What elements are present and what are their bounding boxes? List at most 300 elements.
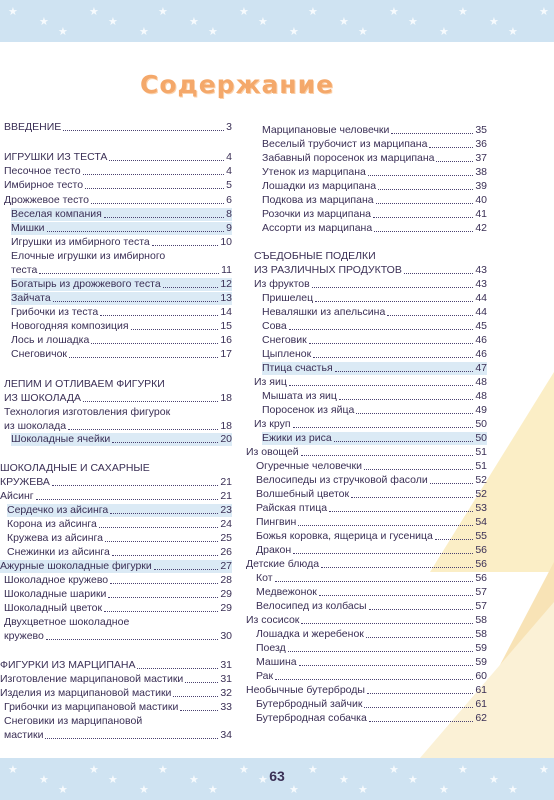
toc-entry[interactable]: [11, 306, 232, 319]
toc-entry[interactable]: [256, 502, 487, 515]
toc-entry-page: 35: [475, 124, 487, 136]
star-icon: ★: [108, 15, 118, 28]
toc-entry-page: 44: [475, 306, 487, 318]
toc-entry[interactable]: [262, 222, 487, 235]
dot-leader: [335, 371, 474, 372]
dot-leader: [69, 357, 218, 358]
toc-entry-title: Песочное тесто: [4, 165, 81, 177]
toc-entry-page: 26: [220, 546, 232, 558]
toc-entry-page: 12: [220, 278, 232, 290]
toc-entry[interactable]: [246, 558, 487, 571]
toc-entry[interactable]: [254, 278, 487, 291]
toc-entry-title: Ажурные шоколадные фигурки: [0, 560, 152, 572]
toc-entry-title: Снеговичок: [11, 348, 68, 360]
toc-entry-page: 57: [475, 600, 487, 612]
toc-entry[interactable]: [11, 348, 232, 361]
star-icon: ★: [239, 763, 249, 776]
toc-entry[interactable]: [11, 433, 232, 446]
toc-entry[interactable]: [4, 179, 232, 192]
toc-entry-page: 46: [475, 348, 487, 360]
star-icon: ★: [539, 5, 549, 18]
toc-entry[interactable]: [254, 418, 487, 431]
dot-leader: [334, 441, 474, 442]
star-icon: ★: [439, 25, 449, 38]
toc-entry-title: Шоколадные ячейки: [11, 433, 111, 445]
toc-entry-title: Кружева из айсинга: [7, 532, 103, 544]
toc-entry[interactable]: [4, 602, 232, 615]
dot-leader: [100, 315, 218, 316]
dot-leader: [105, 541, 218, 542]
dot-leader: [163, 287, 219, 288]
toc-entry-title: Божья коровка, ящерица и гусеница: [256, 530, 433, 542]
toc-entry-title: Кот: [256, 572, 273, 584]
toc-entry-page: 43: [475, 264, 487, 276]
toc-entry-title: Игрушки из имбирного теста: [11, 236, 150, 248]
toc-entry-title: ШОКОЛАДНЫЕ И САХАРНЫЕ: [0, 462, 150, 474]
toc-entry-page: 8: [226, 208, 232, 220]
toc-entry[interactable]: [246, 614, 487, 627]
toc-entry-page: 6: [226, 194, 232, 206]
toc-entry[interactable]: [254, 264, 487, 277]
toc-page: [0, 42, 554, 758]
toc-entry-page: 16: [220, 334, 232, 346]
toc-entry-page: 42: [475, 222, 487, 234]
toc-entry-title: Огуречные человечки: [256, 460, 362, 472]
dot-leader: [110, 583, 218, 584]
dot-leader: [112, 555, 218, 556]
dot-leader: [289, 329, 474, 330]
dot-leader: [313, 357, 473, 358]
toc-entry[interactable]: [256, 488, 487, 501]
toc-entry-title: Веселый трубочист из марципана: [262, 138, 428, 150]
toc-entry[interactable]: [256, 530, 487, 543]
dot-leader: [99, 527, 218, 528]
dot-leader: [309, 343, 474, 344]
toc-entry-title: Забавный поросенок из марципана: [262, 152, 435, 164]
dot-leader: [298, 525, 473, 526]
toc-entry-title: Бутербродная собачка: [256, 712, 367, 724]
toc-entry-page: 28: [220, 574, 232, 586]
toc-entry[interactable]: [0, 659, 232, 672]
star-icon: ★: [258, 773, 268, 786]
toc-entry[interactable]: [262, 292, 487, 305]
toc-entry[interactable]: [7, 518, 232, 531]
toc-entry-page: 61: [475, 684, 487, 696]
dot-leader: [430, 483, 474, 484]
toc-entry[interactable]: [262, 124, 487, 137]
toc-entry[interactable]: [262, 208, 487, 221]
toc-entry-title: Технология изготовления фигурок: [4, 406, 171, 418]
toc-entry-page: 51: [475, 446, 487, 458]
toc-entry[interactable]: [11, 320, 232, 333]
star-icon: ★: [408, 15, 418, 28]
toc-entry-title: КРУЖЕВА: [0, 476, 50, 488]
star-icon: ★: [89, 763, 99, 776]
star-icon: ★: [339, 773, 349, 786]
dot-leader: [46, 639, 218, 640]
toc-entry-page: 46: [475, 334, 487, 346]
toc-entry-page: 14: [220, 306, 232, 318]
dot-leader: [364, 707, 473, 708]
star-icon: ★: [58, 783, 68, 796]
toc-entry-title: Бутербродный зайчик: [256, 698, 363, 710]
toc-entry-title: Лошадки из марципана: [262, 180, 377, 192]
toc-entry[interactable]: [256, 516, 487, 529]
star-icon: ★: [39, 15, 49, 28]
toc-entry[interactable]: [11, 278, 232, 291]
dot-leader: [351, 497, 473, 498]
toc-entry-page: 32: [220, 687, 232, 699]
toc-entry-page: 55: [475, 530, 487, 542]
toc-entry-title: Марципановые человечки: [262, 124, 390, 136]
toc-entry-title: Райская птица: [256, 502, 328, 514]
toc-entry[interactable]: [4, 701, 232, 714]
dot-leader: [110, 513, 218, 514]
toc-entry[interactable]: [256, 572, 487, 585]
toc-entry-page: 38: [475, 166, 487, 178]
toc-entry-page: 29: [220, 602, 232, 614]
star-icon: ★: [308, 763, 318, 776]
toc-entry[interactable]: [11, 208, 232, 221]
toc-entry[interactable]: [256, 628, 487, 641]
dot-leader: [180, 710, 218, 711]
dot-leader: [367, 693, 473, 694]
toc-entry-title: Елочные игрушки из имбирного: [11, 250, 166, 262]
toc-entry-title: Необычные бутерброды: [246, 684, 365, 696]
star-icon: ★: [189, 15, 199, 28]
toc-entry-title: Грибочки из марципановой мастики: [4, 701, 179, 713]
star-icon: ★: [508, 783, 518, 796]
toc-entry-title: Дрожжевое тесто: [4, 194, 89, 206]
toc-entry-page: 5: [226, 179, 232, 191]
dot-leader: [374, 231, 473, 232]
star-icon: ★: [389, 763, 399, 776]
toc-entry-page: 4: [226, 165, 232, 177]
dot-leader: [376, 203, 474, 204]
toc-entry-page: 59: [475, 642, 487, 654]
toc-entry-page: 41: [475, 208, 487, 220]
toc-entry[interactable]: [7, 546, 232, 559]
page-number: 63: [269, 768, 285, 784]
toc-entry-page: 34: [220, 729, 232, 741]
dot-leader: [435, 539, 473, 540]
toc-entry[interactable]: [256, 656, 487, 669]
star-icon: ★: [258, 15, 268, 28]
toc-entry-page: 18: [220, 392, 232, 404]
dot-leader: [91, 203, 224, 204]
dot-leader: [391, 133, 473, 134]
toc-entry[interactable]: [11, 250, 232, 263]
dot-leader: [108, 597, 218, 598]
dot-leader: [52, 485, 218, 486]
star-icon: ★: [508, 25, 518, 38]
dot-leader: [339, 399, 473, 400]
dot-leader: [185, 682, 218, 683]
toc-entry-title: Поезд: [256, 642, 286, 654]
toc-entry-title: Корона из айсинга: [7, 518, 97, 530]
star-icon: ★: [208, 25, 218, 38]
toc-entry[interactable]: [4, 121, 232, 134]
toc-entry-page: 11: [221, 264, 232, 276]
dot-leader: [329, 511, 473, 512]
toc-entry[interactable]: [4, 616, 232, 629]
toc-entry-title: Сердечко из айсинга: [7, 504, 109, 516]
toc-entry-title: Лось и лошадка: [11, 334, 90, 346]
toc-entry[interactable]: [4, 420, 232, 433]
toc-entry[interactable]: [262, 194, 487, 207]
star-icon: ★: [358, 25, 368, 38]
toc-entry-page: 23: [220, 504, 232, 516]
toc-entry[interactable]: [0, 462, 232, 475]
toc-entry[interactable]: [256, 712, 487, 725]
toc-entry[interactable]: [256, 460, 487, 473]
dot-leader: [131, 329, 219, 330]
toc-entry[interactable]: [262, 362, 487, 375]
toc-entry[interactable]: [4, 151, 232, 164]
dot-leader: [369, 721, 473, 722]
star-icon: ★: [408, 773, 418, 786]
toc-entry[interactable]: [262, 138, 487, 151]
toc-entry[interactable]: [4, 165, 232, 178]
toc-entry-title: ВВЕДЕНИЕ: [4, 121, 62, 133]
dot-leader: [39, 273, 219, 274]
dot-leader: [275, 679, 473, 680]
dot-leader: [429, 147, 473, 148]
toc-entry-page: 29: [220, 588, 232, 600]
toc-entry[interactable]: [4, 406, 232, 419]
toc-entry[interactable]: [262, 348, 487, 361]
toc-entry-title: Мышата из яиц: [262, 390, 337, 402]
toc-entry-title: Двухцветное шоколадное: [4, 616, 130, 628]
dot-leader: [373, 217, 473, 218]
dot-leader: [63, 130, 224, 131]
toc-entry-title: Снеговик: [262, 334, 307, 346]
toc-entry[interactable]: [4, 194, 232, 207]
toc-entry[interactable]: [262, 404, 487, 417]
toc-entry[interactable]: [262, 320, 487, 333]
toc-entry-title: Шоколадное кружево: [4, 574, 109, 586]
toc-entry[interactable]: [262, 306, 487, 319]
toc-entry[interactable]: [11, 334, 232, 347]
star-icon: ★: [8, 5, 18, 18]
toc-entry-page: 47: [475, 362, 487, 374]
toc-entry-title: теста: [11, 264, 38, 276]
dot-leader: [321, 567, 473, 568]
star-icon: ★: [539, 763, 549, 776]
toc-entry-page: 36: [475, 138, 487, 150]
star-icon: ★: [489, 773, 499, 786]
toc-entry[interactable]: [0, 490, 232, 503]
dot-leader: [104, 217, 224, 218]
toc-entry[interactable]: [262, 390, 487, 403]
toc-entry-title: Птица счастья: [262, 362, 333, 374]
toc-entry-page: 4: [226, 151, 232, 163]
toc-entry[interactable]: [256, 642, 487, 655]
toc-entry-title: ИЗ ШОКОЛАДА: [4, 392, 82, 404]
toc-entry-page: 57: [475, 586, 487, 598]
star-icon: ★: [439, 783, 449, 796]
star-icon: ★: [39, 773, 49, 786]
toc-entry[interactable]: [4, 378, 232, 391]
toc-entry-title: Велосипед из колбасы: [256, 600, 367, 612]
dot-leader: [293, 553, 473, 554]
star-icon: ★: [89, 5, 99, 18]
toc-entry[interactable]: [4, 729, 232, 742]
dot-leader: [356, 413, 473, 414]
toc-entry[interactable]: [0, 476, 232, 489]
dot-leader: [152, 245, 219, 246]
toc-entry-page: 54: [475, 516, 487, 528]
toc-entry-title: Розочки из марципана: [262, 208, 371, 220]
toc-entry-page: 51: [475, 460, 487, 472]
toc-entry-title: Неваляшки из апельсина: [262, 306, 386, 318]
star-icon: ★: [208, 783, 218, 796]
toc-entry[interactable]: [256, 670, 487, 683]
dot-leader: [288, 651, 474, 652]
toc-entry-page: 39: [475, 180, 487, 192]
toc-entry[interactable]: [262, 334, 487, 347]
toc-entry[interactable]: [0, 687, 232, 700]
toc-entry-title: Шоколадный цветок: [4, 602, 103, 614]
dot-leader: [85, 188, 224, 189]
dot-leader: [301, 455, 474, 456]
toc-entry[interactable]: [256, 586, 487, 599]
dot-leader: [91, 343, 218, 344]
toc-entry[interactable]: [11, 236, 232, 249]
dot-leader: [301, 623, 473, 624]
toc-entry-title: Изготовление марципановой мастики: [0, 673, 184, 685]
toc-entry-page: 43: [475, 278, 487, 290]
toc-entry[interactable]: [11, 264, 232, 277]
star-icon: ★: [58, 25, 68, 38]
toc-entry[interactable]: [7, 532, 232, 545]
dot-leader: [369, 609, 474, 610]
toc-entry[interactable]: [11, 222, 232, 235]
toc-entry-page: 52: [475, 474, 487, 486]
dot-leader: [315, 301, 473, 302]
toc-entry[interactable]: [262, 152, 487, 165]
toc-entry[interactable]: [4, 630, 232, 643]
toc-entry[interactable]: [254, 250, 487, 263]
star-icon: ★: [289, 783, 299, 796]
toc-entry[interactable]: [246, 446, 487, 459]
toc-entry[interactable]: [4, 574, 232, 587]
toc-entry[interactable]: [256, 600, 487, 613]
toc-entry-page: 37: [475, 152, 487, 164]
toc-entry[interactable]: [11, 292, 232, 305]
toc-entry-page: 9: [226, 222, 232, 234]
star-icon: ★: [108, 773, 118, 786]
dot-leader: [173, 696, 218, 697]
star-icon: ★: [139, 783, 149, 796]
toc-entry[interactable]: [4, 715, 232, 728]
toc-entry-title: Айсинг: [0, 490, 34, 502]
dot-leader: [47, 231, 225, 232]
dot-leader: [289, 385, 473, 386]
toc-entry-title: Изделия из марципановой мастики: [0, 687, 172, 699]
toc-entry[interactable]: [254, 376, 487, 389]
dot-leader: [68, 429, 218, 430]
star-icon: ★: [158, 763, 168, 776]
toc-entry-title: Грибочки из теста: [11, 306, 99, 318]
toc-entry-title: Из сосисок: [246, 614, 300, 626]
toc-entry-title: Имбирное тесто: [4, 179, 84, 191]
dot-leader: [53, 301, 219, 302]
dot-leader: [312, 287, 474, 288]
toc-entry-title: Ассорти из марципана: [262, 222, 373, 234]
toc-entry[interactable]: [4, 392, 232, 405]
toc-entry-page: 33: [220, 701, 232, 713]
toc-entry-page: 60: [475, 670, 487, 682]
toc-entry-title: из шоколада: [4, 420, 67, 432]
toc-entry-page: 21: [220, 490, 232, 502]
dot-leader: [436, 161, 473, 162]
toc-entry-title: Ежики из риса: [262, 432, 332, 444]
toc-entry-title: Из яиц: [254, 376, 287, 388]
star-icon: ★: [489, 15, 499, 28]
toc-entry-page: 56: [475, 558, 487, 570]
toc-entry-title: мастики: [4, 729, 44, 741]
toc-entry-title: Зайчата: [11, 292, 51, 304]
toc-entry[interactable]: [256, 544, 487, 557]
toc-entry-page: 15: [220, 320, 232, 332]
toc-entry-page: 49: [475, 404, 487, 416]
toc-entry[interactable]: [246, 684, 487, 697]
toc-entry-title: Пришелец: [262, 292, 314, 304]
page-title: Содержание: [140, 70, 335, 99]
toc-entry[interactable]: [256, 474, 487, 487]
toc-entry[interactable]: [256, 698, 487, 711]
dot-leader: [83, 174, 225, 175]
star-icon: ★: [239, 5, 249, 18]
toc-entry-page: 21: [220, 476, 232, 488]
toc-entry-title: Веселая компания: [11, 208, 102, 220]
toc-entry[interactable]: [262, 166, 487, 179]
toc-entry-title: ФИГУРКИ ИЗ МАРЦИПАНА: [0, 659, 136, 671]
toc-entry-title: ИГРУШКИ ИЗ ТЕСТА: [4, 151, 108, 163]
toc-entry-page: 62: [475, 712, 487, 724]
dot-leader: [83, 401, 218, 402]
toc-entry[interactable]: [262, 432, 487, 445]
toc-entry-title: СЪЕДОБНЫЕ ПОДЕЛКИ: [254, 250, 376, 262]
dot-leader: [387, 315, 473, 316]
toc-entry-title: Поросенок из яйца: [262, 404, 355, 416]
toc-entry-page: 24: [220, 518, 232, 530]
toc-entry-page: 58: [475, 614, 487, 626]
star-icon: ★: [389, 5, 399, 18]
toc-entry[interactable]: [0, 673, 232, 686]
dot-leader: [104, 611, 218, 612]
toc-entry-title: Пингвин: [256, 516, 297, 528]
star-icon: ★: [339, 15, 349, 28]
toc-entry-page: 45: [475, 320, 487, 332]
toc-entry[interactable]: [262, 180, 487, 193]
toc-entry-page: 50: [475, 418, 487, 430]
toc-entry-title: Снеговики из марципановой: [4, 715, 143, 727]
toc-entry-page: 13: [220, 292, 232, 304]
toc-entry[interactable]: [4, 588, 232, 601]
toc-entry-title: Подкова из марципана: [262, 194, 374, 206]
toc-entry[interactable]: [0, 560, 232, 573]
toc-entry-page: 50: [475, 432, 487, 444]
toc-entry-title: Из круп: [254, 418, 291, 430]
star-icon: ★: [8, 763, 18, 776]
toc-entry[interactable]: [7, 504, 232, 517]
star-icon: ★: [289, 25, 299, 38]
toc-entry-title: Детские блюда: [246, 558, 320, 570]
dot-leader: [275, 581, 474, 582]
dot-leader: [293, 427, 474, 428]
